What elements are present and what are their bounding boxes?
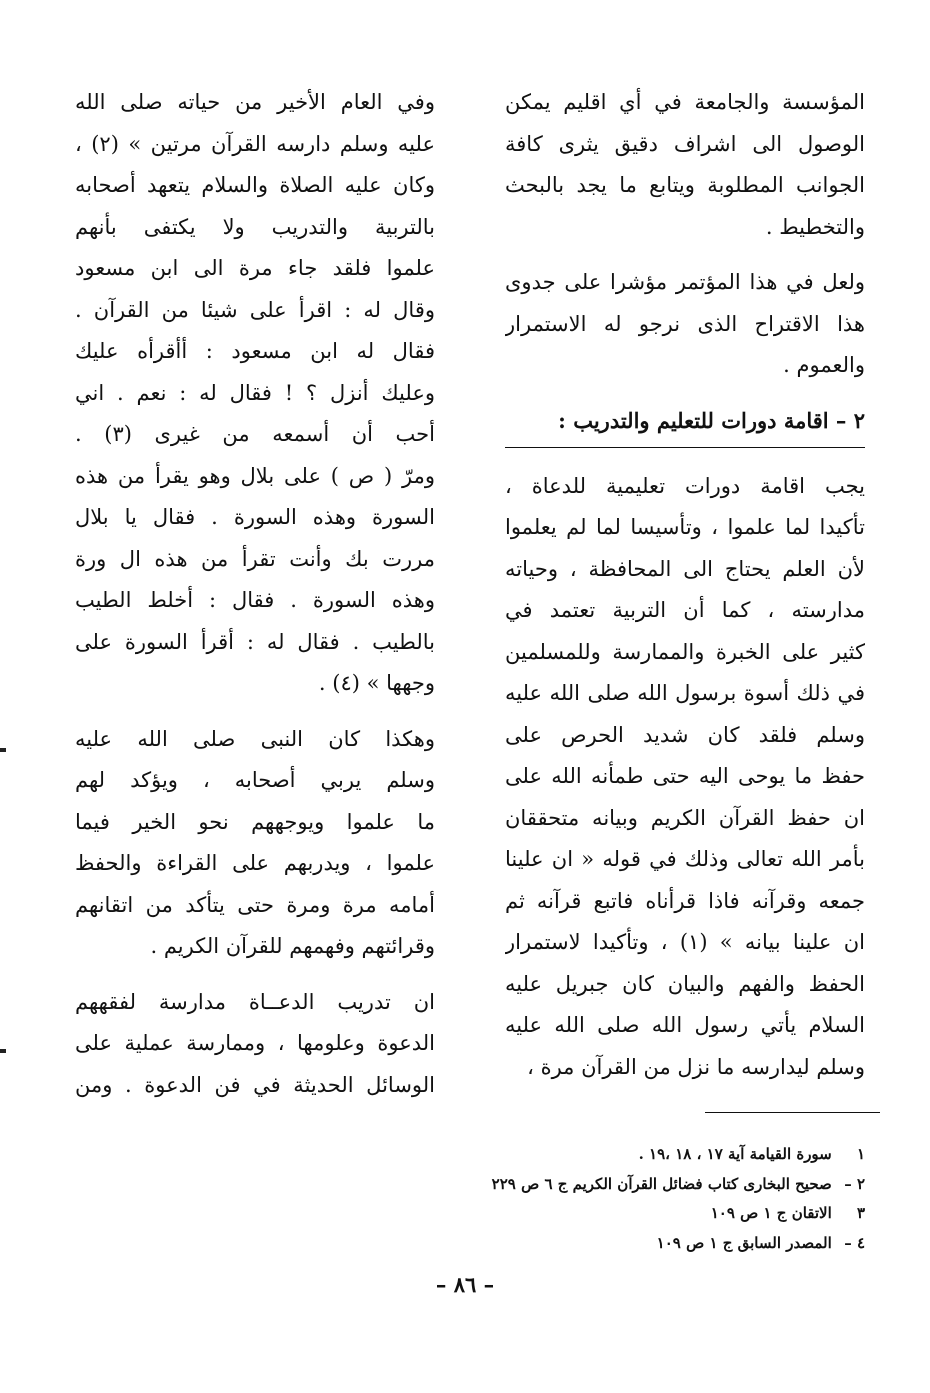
footnote-4 bbox=[380, 1229, 865, 1259]
text-line: وقرائتهم وفهمهم للقرآن الكريم . bbox=[150, 934, 435, 958]
footnote-separator bbox=[705, 1112, 880, 1113]
text-line: هذا الاقتراح الذى نرجو له الاستمرار bbox=[505, 311, 865, 336]
text-line: علموا ، ويدربهم على القراءة والحفظ bbox=[75, 851, 435, 875]
text-line: جمعه وقرآنه فاذا قرأناه فاتبع قرآنه ثم bbox=[505, 888, 865, 913]
text-line: وهكذا كان النبى صلى الله عليه bbox=[75, 726, 435, 751]
footnote-3 bbox=[380, 1199, 865, 1229]
text-line: مدارسته ، كما أن التربية تعتمد في bbox=[505, 598, 865, 622]
text-line: ما علموا ويوجههم نحو الخير فيما bbox=[75, 809, 435, 834]
left-paragraph-3 bbox=[75, 982, 435, 1107]
text-line: المؤسسة والجامعة في أي اقليم يمكن bbox=[505, 90, 865, 114]
text-line: علموا فلقد جاء مرة الى ابن مسعود bbox=[75, 256, 435, 280]
text-line: ان حفظ القرآن الكريم وبيانه متحققان bbox=[505, 805, 865, 830]
page-number: – ٨٦ – bbox=[435, 1272, 495, 1297]
text-line: وقال له : اقرأ على شيئا من القرآن . bbox=[75, 297, 435, 322]
text-line: بالطيب . فقال له : أقرأ السورة على bbox=[75, 629, 435, 654]
scan-mark bbox=[0, 748, 6, 752]
footnotes bbox=[380, 1140, 865, 1258]
text-line: وهذه السورة . فقال : أخلط الطيب bbox=[75, 588, 435, 612]
footnote-number: ٣ bbox=[856, 1204, 865, 1222]
footnote-text: سورة القيامة آية ١٧ ، ١٨ ،١٩ . bbox=[638, 1145, 832, 1163]
text-line: ان علينا بيانه » (١) ، وتأكيدا لاستمرار bbox=[505, 930, 865, 954]
text-line: مررت بك وأنت تقرأ من هذه ال ورة bbox=[75, 546, 435, 571]
footnote-number: ١ bbox=[856, 1145, 865, 1163]
left-paragraph-1 bbox=[75, 82, 435, 705]
text-line: يجب اقامة دورات تعليمية للدعاة ، bbox=[505, 473, 865, 498]
text-line: وفي العام الأخير من حياته صلى الله bbox=[75, 90, 435, 114]
text-line: الوسائل الحديثة في فن الدعوة . ومن bbox=[75, 1072, 435, 1097]
text-line: أمامه مرة ومرة حتى يتأكد من اتقانهم bbox=[75, 892, 435, 917]
left-paragraph-2 bbox=[75, 719, 435, 968]
text-line: لأن العلم يحتاج الى المحافظة ، وحياته bbox=[505, 556, 865, 581]
text-line: أحب أن أسمعه من غيرى (٣) . bbox=[75, 422, 435, 446]
text-line: ولعل في هذا المؤتمر مؤشرا على جدوى bbox=[505, 270, 865, 294]
text-line: الحفظ والفهم والبيان كان جبريل عليه bbox=[505, 971, 865, 996]
text-line: الدعوة وعلومها ، وممارسة عملية على bbox=[75, 1031, 435, 1055]
scan-mark bbox=[0, 1049, 6, 1053]
text-line: والعموم . bbox=[783, 353, 865, 377]
footnote-text: صحيح البخارى كتاب فضائل القرآن الكريم ج ٦ ص ٢٢٩ bbox=[491, 1174, 832, 1193]
footnote-2 bbox=[380, 1170, 865, 1200]
text-line: وجهها » (٤) . bbox=[318, 671, 435, 695]
footnote-text: المصدر السابق ج ١ ص ١٠٩ bbox=[656, 1233, 832, 1252]
text-line: تأكيدا لما علموا ، وتأسيسا لما لم يعلموا bbox=[505, 515, 865, 539]
text-line: حفظ ما يوحى اليه حتى طمأنه الله على bbox=[505, 764, 865, 788]
right-column bbox=[505, 82, 865, 1102]
text-line: والتخطيط . bbox=[765, 214, 865, 239]
text-line: السورة وهذه السورة . فقال يا بلال bbox=[75, 505, 435, 529]
text-line: فقال له ابن مسعود : أأقرأه عليك bbox=[75, 339, 435, 363]
text-line: ومرّ ( ص ) على بلال وهو يقرأ من هذه bbox=[75, 463, 435, 488]
text-line: في ذلك أسوة برسول الله صلى الله عليه bbox=[505, 681, 865, 705]
left-column bbox=[75, 82, 435, 1120]
text-line: الجوانب المطلوبة ويتابع ما يجد بالبحث bbox=[505, 173, 865, 197]
text-line: الوصول الى اشراف دقيق يثرى كافة bbox=[505, 131, 865, 156]
right-paragraph-2 bbox=[505, 262, 865, 387]
text-line: وسلم ليدارسه ما نزل من القرآن مرة ، bbox=[527, 1054, 865, 1079]
right-paragraph-1 bbox=[505, 82, 865, 248]
right-paragraph-3 bbox=[505, 466, 865, 1089]
text-line: عليه وسلم دارسه القرآن مرتين » (٢) ، bbox=[75, 131, 435, 156]
section-heading-text: ٢ – اقامة دورات للتعليم والتدريب : bbox=[558, 407, 865, 433]
text-line: بالتربية والتدريب ولا يكتفى بأنهم bbox=[75, 214, 435, 239]
text-line: وكان عليه الصلاة والسلام يتعهد أصحابه bbox=[75, 173, 435, 197]
text-line: وسلم فلقد كان شديد الحرص على bbox=[505, 722, 865, 747]
text-line: السلام يأتي رسول الله صلى الله عليه bbox=[505, 1013, 865, 1037]
text-line: كثير على الخبرة والممارسة وللمسلمين bbox=[505, 639, 865, 664]
text-line: وعليك أنزل ؟ ! فقال له : نعم . اني bbox=[75, 380, 435, 405]
text-line: ان تدريب الدعــاة مدارسة لفقههم bbox=[75, 989, 435, 1014]
section-heading bbox=[505, 401, 865, 448]
text-line: بأمر الله تعالى وذلك في قوله « ان علينا bbox=[505, 847, 865, 871]
footnote-text: الاتقان ج ١ ص ١٠٩ bbox=[710, 1204, 832, 1222]
footnote-number: ٢ – bbox=[844, 1174, 865, 1193]
text-line: وسلم يربي أصحابه ، ويؤكد لهم bbox=[75, 768, 435, 792]
footnote-number: ٤ – bbox=[844, 1233, 865, 1252]
footnote-1 bbox=[380, 1140, 865, 1170]
